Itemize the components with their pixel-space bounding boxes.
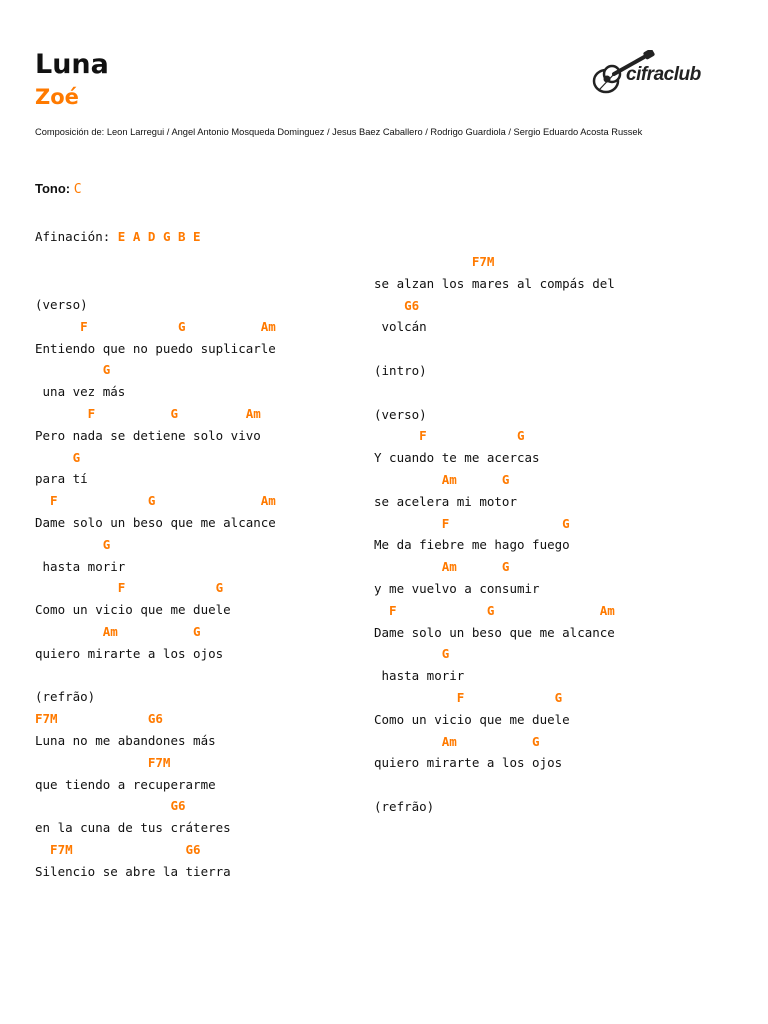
composition-credits: Composición de: Leon Larregui / Angel Antonio Mosqueda Dominguez / Jesus Baez Caballero / Rodrigo Guardiola / Sergio Eduardo Acosta Russek	[35, 127, 643, 137]
cifraclub-logo	[590, 50, 702, 98]
chord-line[interactable]: G	[35, 449, 81, 465]
chord-line[interactable]: F7M	[35, 754, 171, 770]
lyric-line: (refrão)	[374, 798, 435, 814]
tono-row	[35, 181, 82, 197]
lyric-line: Como un vicio que me duele	[374, 711, 570, 727]
tono-label: Tono:	[35, 181, 71, 196]
lyric-line	[374, 774, 615, 796]
chord-line[interactable]: F G Am	[35, 493, 276, 509]
lyrics-right-column	[374, 251, 615, 818]
afinacion-label: Afinación:	[35, 229, 118, 244]
lyric-line: Y cuando te me acercas	[374, 450, 540, 466]
lyric-line: y me vuelvo a consumir	[374, 580, 540, 596]
chord-line[interactable]: Am G	[35, 623, 201, 639]
lyric-line	[374, 338, 615, 360]
chord-line[interactable]: F G Am	[35, 318, 276, 334]
chord-line[interactable]: F7M G6	[35, 711, 163, 727]
lyric-line: en la cuna de tus cráteres	[35, 820, 231, 836]
chord-line[interactable]: F G	[374, 428, 525, 444]
lyric-line: (verso)	[374, 406, 427, 422]
lyrics-left-column	[35, 294, 276, 883]
lyric-line: volcán	[374, 319, 427, 335]
chord-line[interactable]: F G Am	[35, 405, 261, 421]
tono-key[interactable]: C	[73, 182, 82, 197]
lyric-line: para tí	[35, 471, 88, 487]
lyric-line: hasta morir	[374, 668, 465, 684]
afinacion-row	[35, 226, 201, 248]
lyric-line: quiero mirarte a los ojos	[35, 645, 224, 661]
chord-line[interactable]: G	[374, 646, 450, 662]
lyric-line: se acelera mi motor	[374, 493, 517, 509]
chord-line[interactable]: Am G	[374, 559, 510, 575]
lyric-line: Pero nada se detiene solo vivo	[35, 427, 261, 443]
lyric-line: que tiendo a recuperarme	[35, 776, 216, 792]
lyric-line: Dame solo un beso que me alcance	[374, 624, 615, 640]
afinacion-notes[interactable]: E A D G B E	[117, 229, 201, 244]
song-title: Luna	[35, 49, 109, 80]
lyric-line: se alzan los mares al compás del	[374, 275, 615, 291]
artist-name: Zoé	[35, 85, 79, 109]
chord-line[interactable]: F G Am	[374, 602, 615, 618]
chord-line[interactable]: F7M G6	[35, 841, 201, 857]
lyric-line: (refrão)	[35, 689, 96, 705]
chord-line[interactable]: G	[35, 362, 111, 378]
lyric-line	[374, 382, 615, 404]
lyric-line: Me da fiebre me hago fuego	[374, 537, 570, 553]
chord-line[interactable]: G	[35, 536, 111, 552]
chord-line[interactable]: G6	[374, 297, 420, 313]
chord-line[interactable]: F G	[374, 689, 563, 705]
chord-line[interactable]: Am G	[374, 471, 510, 487]
chord-line[interactable]: F G	[35, 580, 224, 596]
chord-line[interactable]: G6	[35, 798, 186, 814]
lyric-line: Como un vicio que me duele	[35, 602, 231, 618]
lyric-line	[35, 665, 276, 687]
lyric-line: (intro)	[374, 362, 427, 378]
chord-line[interactable]: F G	[374, 515, 570, 531]
lyric-line: Dame solo un beso que me alcance	[35, 514, 276, 530]
lyric-line: (verso)	[35, 297, 88, 312]
lyric-line: quiero mirarte a los ojos	[374, 755, 563, 771]
lyric-line: Luna no me abandones más	[35, 732, 216, 748]
lyric-line: una vez más	[35, 384, 126, 400]
lyric-line: hasta morir	[35, 558, 126, 574]
chord-line[interactable]: Am G	[374, 733, 540, 749]
logo-text: cifraclub	[626, 64, 701, 85]
lyric-line: Silencio se abre la tierra	[35, 863, 231, 879]
chord-line[interactable]: F7M	[374, 254, 495, 269]
lyric-line: Entiendo que no puedo suplicarle	[35, 340, 276, 356]
